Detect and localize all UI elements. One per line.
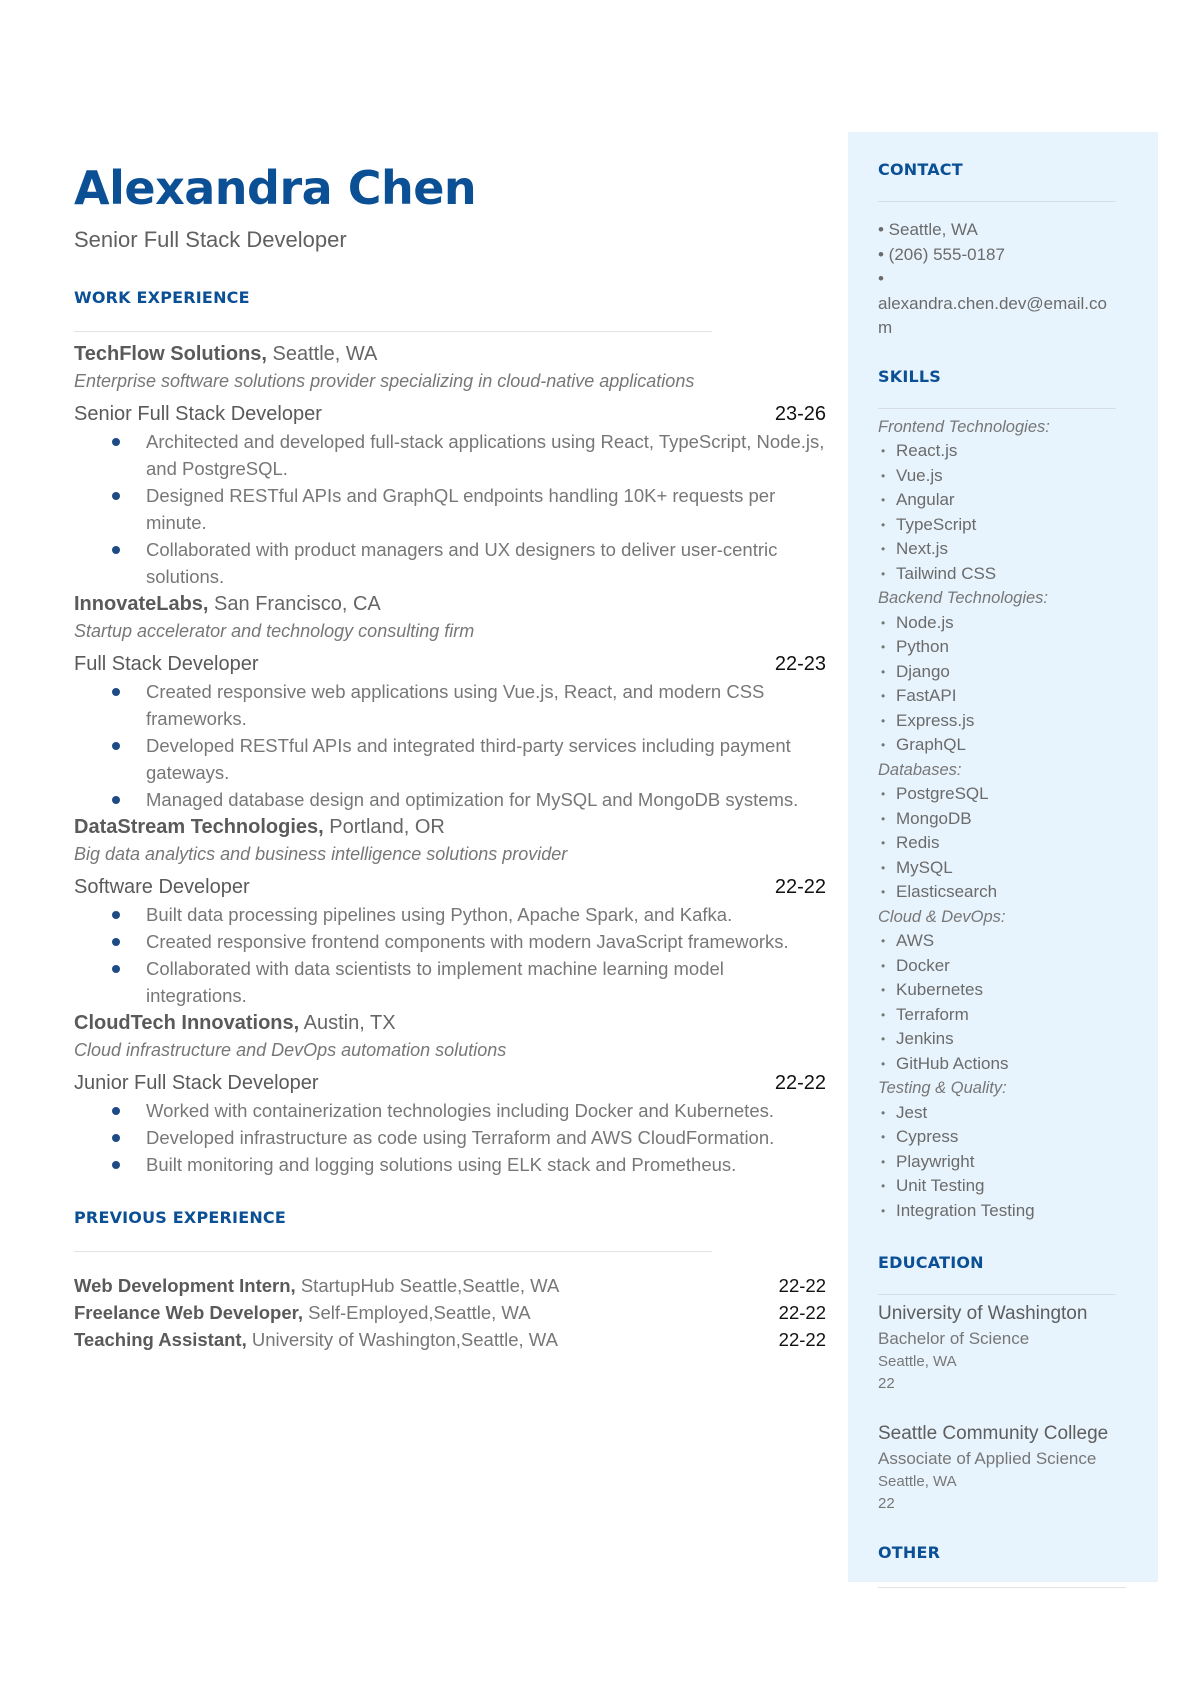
skill-item: • React.js: [878, 439, 1118, 464]
education-location: Seattle, WA: [878, 1353, 957, 1370]
skill-item: • Jenkins: [878, 1027, 1118, 1052]
achievement-item: Created responsive web applications using Vue.js, React, and modern CSS frameworks.: [146, 678, 826, 732]
achievement-item: Architected and developed full-stack applications using React, TypeScript, Node.js, and PostgreSQL.: [146, 428, 826, 482]
company-location: Austin, TX: [303, 1012, 396, 1034]
previous-org: University of Washington,Seattle, WA: [251, 1329, 558, 1350]
company-name: InnovateLabs,: [74, 593, 209, 615]
company-line: [74, 1009, 826, 1037]
previous-experience-row: [74, 1272, 826, 1299]
skill-item: • Unit Testing: [878, 1174, 1118, 1199]
job-role: Junior Full Stack Developer: [74, 1072, 319, 1094]
skill-item: • PostgreSQL: [878, 782, 1118, 807]
role-row: [74, 873, 826, 901]
job-role: Software Developer: [74, 876, 250, 898]
achievement-item: Developed infrastructure as code using Terraform and AWS CloudFormation.: [146, 1124, 826, 1151]
skill-item: • Elasticsearch: [878, 880, 1118, 905]
contact-heading: CONTACT: [878, 160, 963, 179]
achievement-item: Managed database design and optimization for MySQL and MongoDB systems.: [146, 786, 826, 813]
education-entry: [878, 1301, 1118, 1395]
section-divider: [74, 331, 712, 332]
company-line: [74, 813, 826, 841]
achievement-item: Developed RESTful APIs and integrated third-party services including payment gateways.: [146, 732, 826, 786]
previous-experience-row: [74, 1299, 826, 1326]
skill-item: • TypeScript: [878, 513, 1118, 538]
sidebar: [878, 160, 1118, 1588]
skill-item: • Express.js: [878, 709, 1118, 734]
company-description: Cloud infrastructure and DevOps automation solutions: [74, 1040, 507, 1060]
skill-item: • Kubernetes: [878, 978, 1118, 1003]
section-divider: [878, 408, 1116, 409]
contact-email-bullet: •: [878, 269, 884, 288]
company-description: Big data analytics and business intelligence solutions provider: [74, 844, 568, 864]
company-line: [74, 590, 826, 618]
education-degree: Bachelor of Science: [878, 1329, 1030, 1348]
skill-category: Databases:: [878, 760, 962, 779]
skill-item: • Jest: [878, 1101, 1118, 1126]
previous-org: StartupHub Seattle,Seattle, WA: [300, 1275, 560, 1296]
company-line: [74, 340, 826, 368]
skill-item: • MongoDB: [878, 807, 1118, 832]
job-list: [74, 340, 826, 1178]
company-name: CloudTech Innovations,: [74, 1012, 300, 1034]
previous-experience-text: [74, 1272, 559, 1299]
education-degree: Associate of Applied Science: [878, 1449, 1097, 1468]
job-dates: 22-22: [774, 876, 826, 898]
company-description: Startup accelerator and technology consulting firm: [74, 621, 475, 641]
previous-experience-list: [74, 1272, 826, 1353]
contact-email[interactable]: alexandra.chen.dev@email.com: [878, 293, 1107, 337]
company-description: Enterprise software solutions provider specializing in cloud-native applications: [74, 371, 695, 391]
skill-item: • Playwright: [878, 1150, 1118, 1175]
candidate-name: Alexandra Chen: [74, 161, 477, 215]
previous-experience-row: [74, 1326, 826, 1353]
main-column: [74, 160, 826, 1353]
company-name: DataStream Technologies,: [74, 816, 324, 838]
job-entry: [74, 340, 826, 590]
skill-item: • MySQL: [878, 856, 1118, 881]
education-year: 22: [878, 1375, 895, 1392]
education-school: Seattle Community College: [878, 1423, 1109, 1444]
skill-item: • Python: [878, 635, 1118, 660]
contact-phone[interactable]: • (206) 555-0187: [878, 244, 1005, 264]
skill-category: Testing & Quality:: [878, 1079, 1007, 1097]
education-entry: [878, 1421, 1118, 1515]
company-name: TechFlow Solutions,: [74, 343, 267, 365]
skill-item: • Integration Testing: [878, 1199, 1118, 1224]
education-location: Seattle, WA: [878, 1473, 957, 1490]
previous-experience-heading: PREVIOUS EXPERIENCE: [74, 1208, 286, 1227]
skill-item: • Cypress: [878, 1125, 1118, 1150]
company-location: San Francisco, CA: [214, 593, 381, 615]
skill-item: • FastAPI: [878, 684, 1118, 709]
work-experience-heading: WORK EXPERIENCE: [74, 288, 250, 307]
previous-dates: 22-22: [778, 1302, 826, 1323]
skill-category: Cloud & DevOps:: [878, 907, 1006, 926]
skill-item: • AWS: [878, 929, 1118, 954]
skill-item: • Docker: [878, 954, 1118, 979]
job-dates: 23-26: [774, 403, 826, 425]
achievement-list: [74, 428, 826, 590]
skill-item: • Angular: [878, 488, 1118, 513]
education-year: 22: [878, 1495, 895, 1512]
education-heading: EDUCATION: [878, 1253, 984, 1272]
achievement-list: [74, 1097, 826, 1178]
previous-experience-text: [74, 1326, 558, 1353]
section-divider: [878, 201, 1116, 202]
skill-item: • Tailwind CSS: [878, 562, 1118, 587]
job-role: Senior Full Stack Developer: [74, 403, 322, 425]
achievement-item: Built data processing pipelines using Python, Apache Spark, and Kafka.: [146, 901, 826, 928]
skill-category: Frontend Technologies:: [878, 417, 1050, 436]
achievement-item: Built monitoring and logging solutions using ELK stack and Prometheus.: [146, 1151, 826, 1178]
section-divider: [878, 1587, 1126, 1588]
contact-location: • Seattle, WA: [878, 220, 978, 239]
skill-item: • Node.js: [878, 611, 1118, 636]
company-location: Seattle, WA: [272, 343, 378, 365]
previous-role: Teaching Assistant,: [74, 1329, 247, 1350]
job-entry: [74, 813, 826, 1009]
skill-item: • Vue.js: [878, 464, 1118, 489]
achievement-item: Designed RESTful APIs and GraphQL endpoints handling 10K+ requests per minute.: [146, 482, 826, 536]
skills-heading: SKILLS: [878, 366, 941, 386]
skill-item: • Next.js: [878, 537, 1118, 562]
achievement-list: [74, 901, 826, 1009]
previous-role: Web Development Intern,: [74, 1275, 296, 1296]
previous-experience-text: [74, 1299, 531, 1326]
section-divider: [74, 1251, 712, 1252]
role-row: [74, 400, 826, 428]
achievement-item: Created responsive frontend components with modern JavaScript frameworks.: [146, 928, 826, 955]
skill-item: • Django: [878, 660, 1118, 685]
achievement-item: Collaborated with data scientists to implement machine learning model integrations.: [146, 955, 826, 1009]
section-divider: [878, 1294, 1116, 1295]
candidate-title: Senior Full Stack Developer: [74, 227, 347, 252]
other-heading: OTHER: [878, 1543, 941, 1562]
skill-item: • GitHub Actions: [878, 1052, 1118, 1077]
skill-item: • Redis: [878, 831, 1118, 856]
job-role: Full Stack Developer: [74, 653, 259, 675]
achievement-item: Worked with containerization technologies including Docker and Kubernetes.: [146, 1097, 826, 1124]
role-row: [74, 1069, 826, 1097]
previous-dates: 22-22: [778, 1329, 826, 1350]
education-list: [878, 1301, 1118, 1515]
company-location: Portland, OR: [329, 816, 445, 838]
previous-org: Self-Employed,Seattle, WA: [308, 1302, 531, 1323]
job-dates: 22-23: [774, 653, 826, 675]
education-school: University of Washington: [878, 1303, 1088, 1324]
previous-dates: 22-22: [778, 1275, 826, 1296]
skills-list: [878, 415, 1118, 1224]
role-row: [74, 650, 826, 678]
skill-item: • GraphQL: [878, 733, 1118, 758]
skill-category: Backend Technologies:: [878, 589, 1049, 607]
skill-item: • Terraform: [878, 1003, 1118, 1028]
achievement-list: [74, 678, 826, 813]
job-entry: [74, 590, 826, 813]
achievement-item: Collaborated with product managers and UX designers to deliver user-centric solutions.: [146, 536, 826, 590]
job-entry: [74, 1009, 826, 1178]
previous-role: Freelance Web Developer,: [74, 1302, 303, 1323]
job-dates: 22-22: [774, 1072, 826, 1094]
